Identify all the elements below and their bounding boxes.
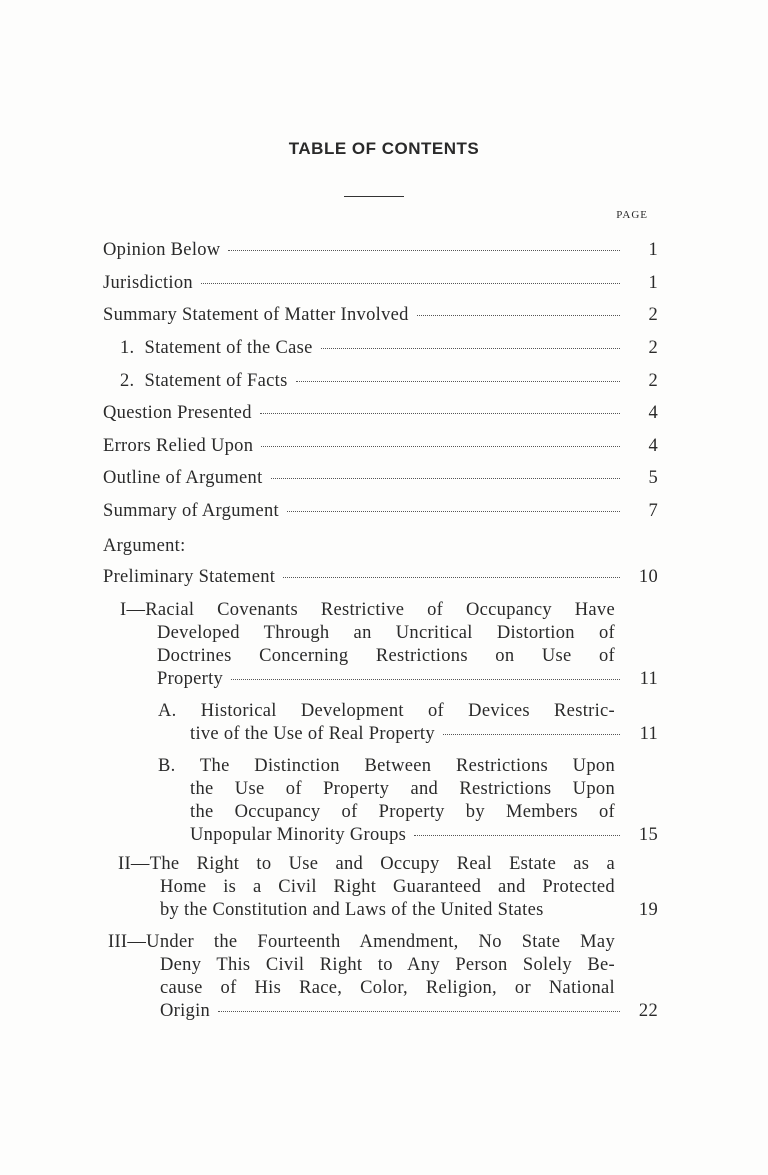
page-title: TABLE OF CONTENTS (288, 139, 480, 158)
toc-entry-line: Home is a Civil Right Guaranteed and Protected (160, 877, 615, 897)
title-divider (344, 196, 404, 197)
toc-entry-text: Argument: (103, 536, 186, 556)
toc-entry-section-ib[interactable] (158, 755, 658, 847)
dot-leader (321, 348, 620, 349)
toc-page-number: 1 (648, 240, 658, 260)
toc-entry-opinion[interactable] (103, 239, 658, 262)
toc-entry-line: by the Constitution and Laws of the United States (160, 900, 544, 920)
toc-page-number: 10 (638, 567, 658, 587)
toc-page-number: 11 (639, 724, 658, 744)
toc-entry-number: 1. (120, 338, 135, 358)
toc-entry-summary-matter[interactable] (103, 304, 658, 327)
toc-entry-line: II—The Right to Use and Occupy Real Estate as a (118, 854, 615, 874)
toc-page-number: 2 (648, 338, 658, 358)
toc-entry-line: the Use of Property and Restrictions Upon (190, 779, 615, 799)
toc-entry-statement-case[interactable] (120, 337, 658, 360)
toc-entry-text: Question Presented (103, 403, 252, 423)
dot-leader (218, 1011, 620, 1012)
toc-page-number: 5 (648, 468, 658, 488)
dot-leader (271, 478, 620, 479)
toc-heading-argument (103, 535, 658, 558)
toc-entry-section-ii[interactable] (118, 853, 658, 922)
dot-leader (287, 511, 620, 512)
toc-entry-line: Origin (160, 1001, 211, 1021)
toc-entry-question[interactable] (103, 402, 658, 425)
toc-entry-section-i[interactable] (120, 599, 658, 691)
toc-entry-line: cause of His Race, Color, Religion, or National (160, 978, 615, 998)
dot-leader (414, 835, 620, 836)
toc-page-number: 2 (648, 371, 658, 391)
dot-leader (228, 250, 620, 251)
toc-page-number: 7 (648, 501, 658, 521)
toc-entry-text: Preliminary Statement (103, 567, 276, 587)
toc-page-number: 1 (648, 273, 658, 293)
toc-entry-line: tive of the Use of Real Property (190, 724, 435, 744)
toc-entry-text: Outline of Argument (103, 468, 263, 488)
dot-leader (417, 315, 620, 316)
toc-page-number: 2 (648, 305, 658, 325)
toc-entry-section-ia[interactable] (158, 700, 658, 746)
toc-page-number: 15 (638, 825, 658, 845)
toc-entry-line: III—Under the Fourteenth Amendment, No State May (108, 932, 615, 952)
toc-entry-errors[interactable] (103, 435, 658, 458)
toc-entry-statement-facts[interactable] (120, 370, 658, 393)
toc-entry-text: Summary of Argument (103, 501, 279, 521)
dot-leader (296, 381, 620, 382)
toc-entry-text: Statement of the Case (144, 338, 313, 358)
toc-page-number: 4 (648, 436, 658, 456)
toc-entry-section-iii[interactable] (108, 931, 658, 1023)
toc-entry-outline[interactable] (103, 467, 658, 490)
toc-entry-summary-argument[interactable] (103, 500, 658, 523)
toc-entry-text: Statement of Facts (144, 371, 288, 391)
toc-entry-line: Developed Through an Uncritical Distortion of (157, 623, 615, 643)
dot-leader (261, 446, 620, 447)
toc-page-number: 4 (648, 403, 658, 423)
toc-entry-line: Unpopular Minority Groups (190, 825, 407, 845)
toc-entry-line: Deny This Civil Right to Any Person Solely Be- (160, 955, 615, 975)
dot-leader (201, 283, 620, 284)
dot-leader (231, 679, 620, 680)
toc-entry-text: Summary Statement of Matter Involved (103, 305, 409, 325)
toc-entry-line: B. The Distinction Between Restrictions Upon (158, 756, 615, 776)
toc-entry-text: Jurisdiction (103, 273, 193, 293)
dot-leader (260, 413, 620, 414)
toc-entry-number: 2. (120, 371, 135, 391)
toc-entry-line: A. Historical Development of Devices Restric- (158, 701, 615, 721)
toc-entry-line: Doctrines Concerning Restrictions on Use of (157, 646, 615, 666)
toc-entry-jurisdiction[interactable] (103, 272, 658, 295)
page-column-label: PAGE (616, 209, 648, 221)
toc-entry-text: Errors Relied Upon (103, 436, 254, 456)
toc-page-number: 19 (638, 900, 658, 920)
dot-leader (443, 734, 620, 735)
dot-leader (283, 577, 620, 578)
toc-entry-line: I—Racial Covenants Restrictive of Occupancy Have (120, 600, 615, 620)
toc-entry-text: Opinion Below (103, 240, 221, 260)
toc-entry-line: the Occupancy of Property by Members of (190, 802, 615, 822)
toc-entry-preliminary[interactable] (103, 566, 658, 589)
toc-entry-line: Property (157, 669, 224, 689)
toc-page-number: 11 (639, 669, 658, 689)
toc-page-number: 22 (638, 1001, 658, 1021)
